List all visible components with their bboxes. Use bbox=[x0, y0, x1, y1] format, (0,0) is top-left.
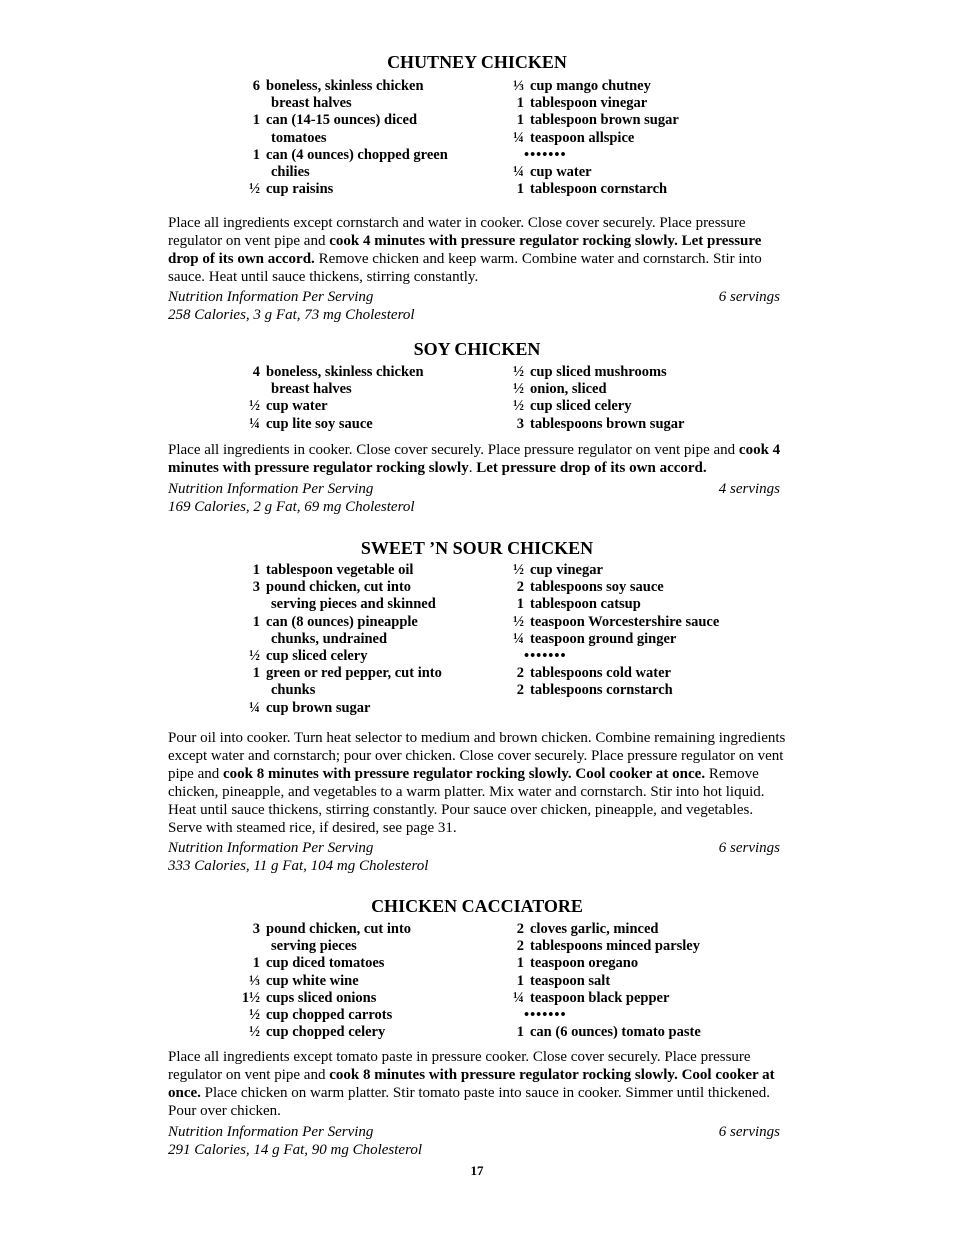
ingredients-right-column bbox=[492, 78, 792, 198]
ingredient-text: teaspoon black pepper bbox=[530, 989, 670, 1006]
directions-text: Place chicken on warm platter. Stir tomato paste into sauce in cooker. Simmer until thickened. Pour over chicken. bbox=[168, 1085, 770, 1119]
nutrition-header bbox=[168, 1123, 780, 1141]
nutrition-header bbox=[168, 480, 780, 498]
recipe-directions bbox=[168, 729, 788, 837]
nutrition-values: 169 Calories, 2 g Fat, 69 mg Cholesterol bbox=[168, 499, 415, 515]
page-number: 17 bbox=[470, 1163, 484, 1178]
nutrition-header bbox=[168, 288, 780, 306]
ingredient-text: boneless, skinless chicken bbox=[266, 364, 424, 380]
nutrition-label: Nutrition Information Per Serving bbox=[168, 840, 374, 856]
ingredient-item bbox=[492, 990, 792, 1007]
ingredient-item bbox=[228, 614, 488, 648]
ingredient-item bbox=[492, 579, 792, 596]
ingredient-item bbox=[228, 665, 488, 699]
recipe-title: CHUTNEY CHICKEN bbox=[387, 52, 567, 72]
nutrition-info bbox=[168, 480, 780, 516]
ingredient-quantity: ¼ bbox=[249, 415, 260, 432]
ingredient-quantity: ½ bbox=[249, 1024, 260, 1041]
ingredient-quantity: 2 bbox=[516, 921, 524, 937]
ingredient-quantity: 3 bbox=[252, 921, 260, 937]
ingredient-item bbox=[492, 381, 792, 398]
ingredient-quantity: 1 bbox=[516, 955, 524, 972]
recipe-directions bbox=[168, 1048, 788, 1120]
ingredient-quantity: ⅓ bbox=[249, 972, 260, 989]
directions-text: . bbox=[468, 460, 477, 476]
ingredient-text-continued: breast halves bbox=[271, 381, 352, 398]
ingredient-text-continued: chilies bbox=[271, 164, 310, 181]
ingredient-quantity: 1 bbox=[516, 181, 524, 198]
recipe-title: SWEET ’N SOUR CHICKEN bbox=[360, 538, 594, 558]
ingredient-text-continued: serving pieces bbox=[271, 938, 357, 955]
ingredient-item bbox=[492, 398, 792, 415]
ingredient-item bbox=[492, 130, 792, 147]
ingredient-quantity: ½ bbox=[249, 1007, 260, 1024]
ingredient-text: green or red pepper, cut into bbox=[266, 665, 442, 682]
directions-emphasis: cook 4 minutes with pressure regulator rocking slowly. Let pressure drop of its own accord. bbox=[168, 233, 762, 267]
ingredient-item bbox=[492, 78, 792, 95]
directions-text: Remove chicken, pineapple, and vegetables to a warm platter. Mix water and cornstarch. Stir into hot liquid. Heat until sauce thickens, stirring constantly. Pour sauce over chicken, pineapple, and vegetables. Serve with steamed rice, if desired, see page 31. bbox=[168, 766, 765, 836]
ingredient-text: tablespoon vinegar bbox=[530, 95, 648, 112]
ingredient-quantity: ½ bbox=[513, 398, 524, 415]
ingredient-item bbox=[228, 562, 488, 579]
ingredient-item bbox=[492, 596, 792, 613]
directions-text: Place all ingredients except cornstarch and water in cooker. Close cover securely. Place pressure regulator on vent pipe and bbox=[168, 215, 746, 249]
ingredient-item bbox=[492, 955, 792, 972]
ingredient-item bbox=[228, 921, 488, 955]
ingredient-quantity: 1 bbox=[516, 1024, 524, 1041]
ingredient-text: tablespoons minced parsley bbox=[530, 938, 700, 955]
ingredients-left-column bbox=[228, 562, 488, 717]
ingredient-quantity: 2 bbox=[516, 665, 524, 682]
ingredient-item bbox=[228, 955, 488, 972]
ingredient-text-continued: tomatoes bbox=[271, 129, 327, 146]
ingredient-quantity: ¼ bbox=[249, 699, 260, 716]
ingredient-item bbox=[492, 973, 792, 990]
ingredient-item bbox=[492, 364, 792, 381]
nutrition-label: Nutrition Information Per Serving bbox=[168, 289, 374, 305]
ingredient-text: can (8 ounces) pineapple bbox=[266, 613, 418, 630]
ingredient-text: tablespoon brown sugar bbox=[530, 112, 679, 129]
servings: 4 servings bbox=[718, 481, 780, 497]
ingredient-text: tablespoon cornstarch bbox=[530, 181, 668, 198]
servings: 6 servings bbox=[718, 1124, 780, 1140]
ingredient-text-continued: serving pieces and skinned bbox=[271, 596, 436, 613]
ingredient-quantity: ¼ bbox=[513, 630, 524, 647]
ingredients-left-column bbox=[228, 78, 488, 198]
ingredient-item bbox=[228, 1024, 488, 1041]
ingredient-text: tablespoons soy sauce bbox=[530, 579, 664, 596]
ingredient-item bbox=[492, 562, 792, 579]
ingredient-text: cup brown sugar bbox=[266, 699, 371, 716]
ingredient-text: tablespoon catsup bbox=[530, 596, 641, 613]
ingredient-text: tablespoons cornstarch bbox=[530, 682, 673, 699]
ingredient-item bbox=[492, 938, 792, 955]
ingredient-item bbox=[492, 631, 792, 648]
ingredient-item bbox=[228, 990, 488, 1007]
directions-emphasis: cook 4 minutes with pressure regulator rocking slowly bbox=[168, 442, 781, 476]
ingredient-quantity: 4 bbox=[252, 364, 260, 380]
directions-text: Place all ingredients in cooker. Close cover securely. Place pressure regulator on vent pipe and bbox=[168, 442, 739, 458]
ingredient-text: teaspoon ground ginger bbox=[530, 630, 677, 647]
ingredient-separator: ••••••• bbox=[524, 648, 567, 665]
ingredient-item bbox=[492, 181, 792, 198]
ingredient-quantity: 3 bbox=[252, 579, 260, 596]
directions-text: Pour oil into cooker. Turn heat selector to medium and brown chicken. Combine remaining ingredients except water and cornstarch; pour over chicken. Close cover securely. Place pressure regulator on vent pipe and bbox=[168, 730, 786, 782]
ingredient-item bbox=[228, 1007, 488, 1024]
ingredient-text-continued: chunks bbox=[271, 682, 316, 699]
ingredient-text: cup mango chutney bbox=[530, 78, 651, 94]
nutrition-label: Nutrition Information Per Serving bbox=[168, 1124, 374, 1140]
ingredient-text: cup sliced celery bbox=[266, 648, 368, 665]
ingredient-text: teaspoon oregano bbox=[530, 955, 639, 972]
ingredient-text: teaspoon Worcestershire sauce bbox=[530, 613, 720, 630]
ingredient-quantity: 1 bbox=[252, 665, 260, 682]
ingredient-text: pound chicken, cut into bbox=[266, 921, 412, 937]
ingredient-quantity: 2 bbox=[516, 682, 524, 699]
ingredient-text: cup chopped celery bbox=[266, 1024, 386, 1041]
ingredient-text: boneless, skinless chicken bbox=[266, 78, 424, 94]
directions-emphasis: cook 8 minutes with pressure regulator rocking slowly. Cool cooker at once. bbox=[222, 766, 706, 782]
nutrition-header bbox=[168, 839, 780, 857]
ingredient-text: onion, sliced bbox=[530, 381, 607, 398]
ingredient-item bbox=[228, 398, 488, 415]
directions-emphasis: Let pressure drop of its own accord. bbox=[476, 460, 707, 476]
ingredient-item bbox=[228, 78, 488, 112]
nutrition-info bbox=[168, 288, 780, 324]
ingredient-text-continued: chunks, undrained bbox=[271, 630, 388, 647]
servings: 6 servings bbox=[718, 840, 780, 856]
ingredient-quantity: 2 bbox=[516, 938, 524, 955]
ingredient-item bbox=[492, 416, 792, 433]
ingredient-item bbox=[492, 164, 792, 181]
ingredient-quantity: 1 bbox=[252, 562, 260, 578]
ingredient-item bbox=[228, 112, 488, 146]
ingredient-item bbox=[492, 921, 792, 938]
ingredient-text: cloves garlic, minced bbox=[530, 921, 659, 937]
nutrition-values: 291 Calories, 14 g Fat, 90 mg Cholesterol bbox=[168, 1142, 423, 1158]
ingredient-quantity: 1 bbox=[252, 955, 260, 972]
ingredient-text: cup lite soy sauce bbox=[266, 415, 373, 432]
ingredient-quantity: 1 bbox=[516, 95, 524, 112]
nutrition-info bbox=[168, 1123, 780, 1159]
ingredient-quantity: ½ bbox=[513, 613, 524, 630]
ingredient-text: pound chicken, cut into bbox=[266, 579, 412, 596]
ingredients-left-column bbox=[228, 364, 488, 433]
ingredient-text: teaspoon allspice bbox=[530, 129, 635, 146]
ingredient-text: tablespoons brown sugar bbox=[530, 415, 685, 432]
nutrition-info bbox=[168, 839, 780, 875]
ingredient-item bbox=[492, 112, 792, 129]
ingredient-text: can (6 ounces) tomato paste bbox=[530, 1024, 701, 1041]
ingredient-text-continued: breast halves bbox=[271, 95, 352, 112]
ingredient-item bbox=[228, 181, 488, 198]
ingredient-text: can (14-15 ounces) diced bbox=[266, 112, 418, 129]
ingredient-quantity: 1 bbox=[516, 112, 524, 129]
ingredients-right-column bbox=[492, 562, 792, 700]
ingredient-text: teaspoon salt bbox=[530, 972, 611, 989]
recipe-directions bbox=[168, 441, 788, 477]
recipe-title: CHICKEN CACCIATORE bbox=[371, 896, 583, 916]
ingredient-quantity: 3 bbox=[516, 415, 524, 432]
ingredient-text: tablespoon vegetable oil bbox=[266, 562, 414, 578]
ingredient-text: cup vinegar bbox=[530, 562, 603, 578]
ingredient-quantity: ½ bbox=[513, 364, 524, 380]
ingredient-quantity: ½ bbox=[249, 398, 260, 415]
recipe-title: SOY CHICKEN bbox=[413, 339, 541, 359]
ingredient-quantity: ⅓ bbox=[513, 78, 524, 94]
ingredient-text: can (4 ounces) chopped green bbox=[266, 146, 448, 163]
ingredient-text: cup water bbox=[530, 164, 592, 181]
ingredient-quantity: 1 bbox=[252, 112, 260, 129]
ingredient-quantity: 1 bbox=[252, 613, 260, 630]
ingredient-quantity: 1½ bbox=[241, 989, 260, 1006]
ingredient-quantity: 1 bbox=[516, 972, 524, 989]
ingredient-text: cup diced tomatoes bbox=[266, 955, 385, 972]
ingredient-separator: ••••••• bbox=[524, 1007, 567, 1024]
ingredient-item bbox=[492, 665, 792, 682]
ingredients-right-column bbox=[492, 921, 792, 1041]
ingredient-quantity: 1 bbox=[252, 146, 260, 163]
ingredient-item bbox=[228, 147, 488, 181]
servings: 6 servings bbox=[718, 289, 780, 305]
ingredient-item bbox=[228, 579, 488, 613]
ingredient-quantity: 6 bbox=[252, 78, 260, 94]
ingredient-item bbox=[228, 648, 488, 665]
ingredient-text: tablespoons cold water bbox=[530, 665, 671, 682]
ingredient-item bbox=[492, 95, 792, 112]
ingredient-item bbox=[492, 614, 792, 631]
ingredients-left-column bbox=[228, 921, 488, 1041]
ingredient-text: cup sliced mushrooms bbox=[530, 364, 667, 380]
ingredient-item bbox=[492, 682, 792, 699]
ingredient-item bbox=[228, 700, 488, 717]
ingredient-text: cup water bbox=[266, 398, 328, 415]
ingredient-quantity: ½ bbox=[249, 648, 260, 665]
directions-text: Place all ingredients except tomato paste in pressure cooker. Close cover securely. Place pressure regulator on vent pipe and bbox=[168, 1049, 751, 1083]
ingredient-quantity: ¼ bbox=[513, 129, 524, 146]
ingredient-separator: ••••••• bbox=[524, 146, 567, 163]
ingredient-quantity: 1 bbox=[516, 596, 524, 613]
ingredient-item bbox=[228, 973, 488, 990]
recipe-directions bbox=[168, 214, 788, 286]
ingredient-quantity: ½ bbox=[513, 381, 524, 398]
ingredient-text: cup sliced celery bbox=[530, 398, 632, 415]
ingredient-quantity: 2 bbox=[516, 579, 524, 596]
ingredient-quantity: ½ bbox=[249, 181, 260, 198]
ingredients-right-column bbox=[492, 364, 792, 433]
ingredient-item bbox=[228, 416, 488, 433]
directions-emphasis: cook 8 minutes with pressure regulator rocking slowly. Cool cooker at once. bbox=[168, 1067, 775, 1101]
ingredient-quantity: ½ bbox=[513, 562, 524, 578]
ingredient-text: cup chopped carrots bbox=[266, 1007, 393, 1024]
directions-text: Remove chicken and keep warm. Combine water and cornstarch. Stir into sauce. Heat until sauce thickens, stirring constantly. bbox=[168, 251, 762, 285]
ingredient-item bbox=[228, 364, 488, 398]
nutrition-values: 333 Calories, 11 g Fat, 104 mg Cholesterol bbox=[168, 858, 429, 874]
ingredient-quantity: ¼ bbox=[513, 989, 524, 1006]
ingredient-item bbox=[492, 1024, 792, 1041]
ingredient-text: cups sliced onions bbox=[266, 989, 377, 1006]
nutrition-values: 258 Calories, 3 g Fat, 73 mg Cholesterol bbox=[168, 307, 415, 323]
nutrition-label: Nutrition Information Per Serving bbox=[168, 481, 374, 497]
ingredient-text: cup raisins bbox=[266, 181, 334, 198]
ingredient-quantity: ¼ bbox=[513, 164, 524, 181]
ingredient-text: cup white wine bbox=[266, 972, 359, 989]
